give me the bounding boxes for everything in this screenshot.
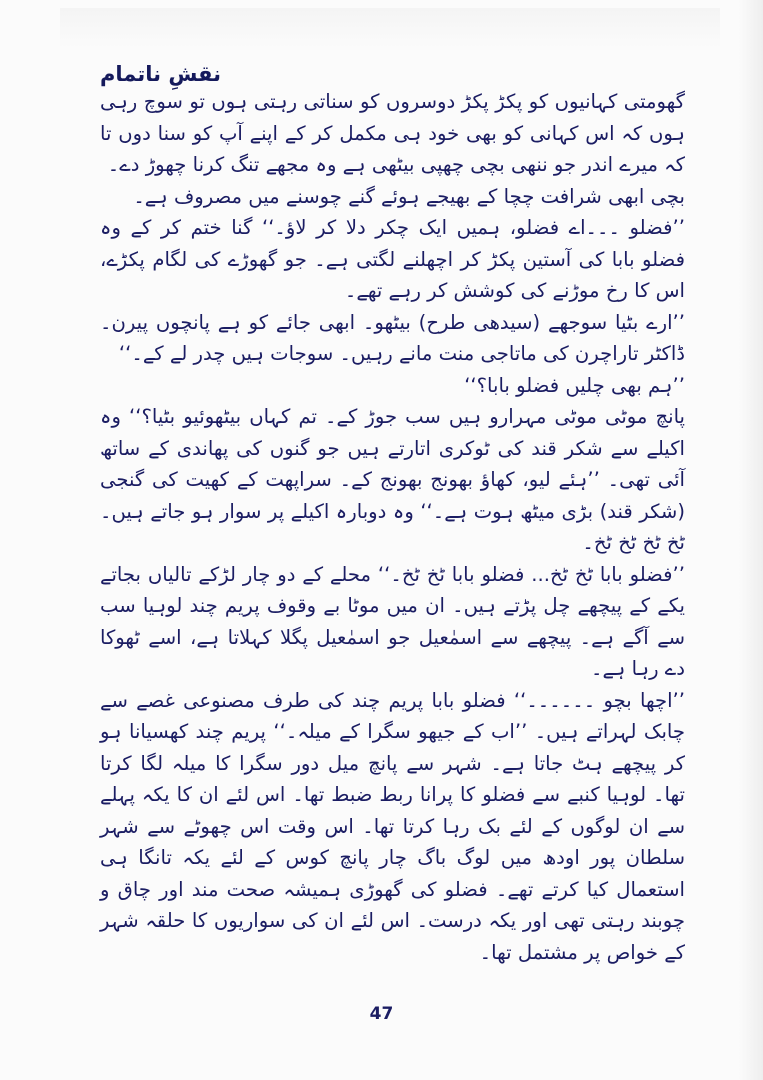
body-text bbox=[100, 86, 685, 968]
paragraph: ’’ہم بھی چلیں فضلو بابا؟‘‘ bbox=[464, 373, 685, 397]
scan-smudge bbox=[60, 8, 720, 48]
paragraph: ’’فضلو ۔۔۔اے فضلو، ہمیں ایک چکر دلا کر لاؤ۔‘‘ گنا ختم کر کے وہ فضلو بابا کی آستین پکڑ کر اچھلنے لگتی ہے۔ جو گھوڑے کی لگام پکڑے، اس کا رخ موڑنے کی کوشش کر رہے تھے۔ bbox=[100, 216, 685, 302]
page-edge-shadow bbox=[739, 0, 763, 1080]
paragraph: ’’اچھا بچو ۔۔۔۔۔۔‘‘ فضلو بابا پریم چند کی طرف مصنوعی غصے سے چابک لہراتے ہیں۔ ’’اب کے جیھو سگرا کے میلہ۔‘‘ پریم چند کھسیانا ہو کر پیچھے ہٹ جاتا ہے۔ شہر سے پانچ میل دور سگرا کا میلہ لگا کرتا تھا۔ لوہیا کنبے سے فضلو کا پرانا ربط ضبط تھا۔ اس لئے ان کا یکہ پہلے سے ان لوگوں کے لئے بک رہا کرتا تھا۔ اس وقت اس چھوٹے سے شہر سلطان پور اودھ میں لوگ باگ چار پانچ کوس کے لئے یکہ تانگا ہی استعمال کیا کرتے تھے۔ فضلو کی گھوڑی ہمیشہ صحت مند اور چاق و چوبند رہتی تھی اور یکہ درست۔ اس لئے ان کی سواریوں کا حلقہ شہر کے خواص پر مشتمل تھا۔ bbox=[100, 688, 685, 964]
paragraph: پانچ موٹی موٹی مہرارو ہیں سب جوڑ کے۔ تم کہاں بیٹھوئیو بٹیا؟‘‘ وہ اکیلے سے شکر قند کی ٹوکری اتارتے ہیں جو گنوں کی پھاندی کے ساتھ آئی تھی۔ ’’ہئے لیو، کھاؤ بھونج بھونج کے۔ سراپھت کے کھیت کی گنجی (شکر قند) بڑی میٹھ ہوت ہے۔‘‘ وہ دوبارہ اکیلے پر سوار ہو جاتے ہیں۔ ٹخ ٹخ ٹخ ٹخ۔ bbox=[100, 405, 685, 554]
paragraph: ’’فضلو بابا ٹخ ٹخ... فضلو بابا ٹخ ٹخ۔‘‘ محلے کے دو چار لڑکے تالیاں بجاتے یکے کے پیچھے چل پڑتے ہیں۔ ان میں موٹا بے وقوف پریم چند لوہیا سب سے آگے ہے۔ پیچھے سے اسمٰعیل جو اسمٰعیل پگلا کہلاتا ہے، اسے ٹھوکا دے رہا ہے۔ bbox=[100, 562, 685, 680]
paragraph: گھومتی کہانیوں کو پکڑ پکڑ دوسروں کو سناتی رہتی ہوں تو سوچ رہی ہوں کہ اس کہانی کو بھی خود ہی مکمل کر کے اپنے آپ کو سنا دوں تا کہ میرے اندر جو ننھی بچی چھپی بیٹھی ہے وہ مجھے تنگ کرنا چھوڑ دے۔ bbox=[100, 90, 685, 176]
paragraph: ’’ارے بٹیا سوجھے (سیدھی طرح) بیٹھو۔ ابھی جائے کو ہے پانچوں پیرن۔ ڈاکٹر تاراچرن کی ماتاجی منت مانے رہیں۔ سوجات ہیں چدر لے کے۔‘‘ bbox=[100, 310, 685, 365]
running-header: نقشِ ناتمام bbox=[100, 62, 222, 86]
page-number: 47 bbox=[369, 1004, 394, 1024]
paragraph: بچی ابھی شرافت چچا کے بھیجے ہوئے گنے چوسنے میں مصروف ہے۔ bbox=[133, 184, 685, 208]
